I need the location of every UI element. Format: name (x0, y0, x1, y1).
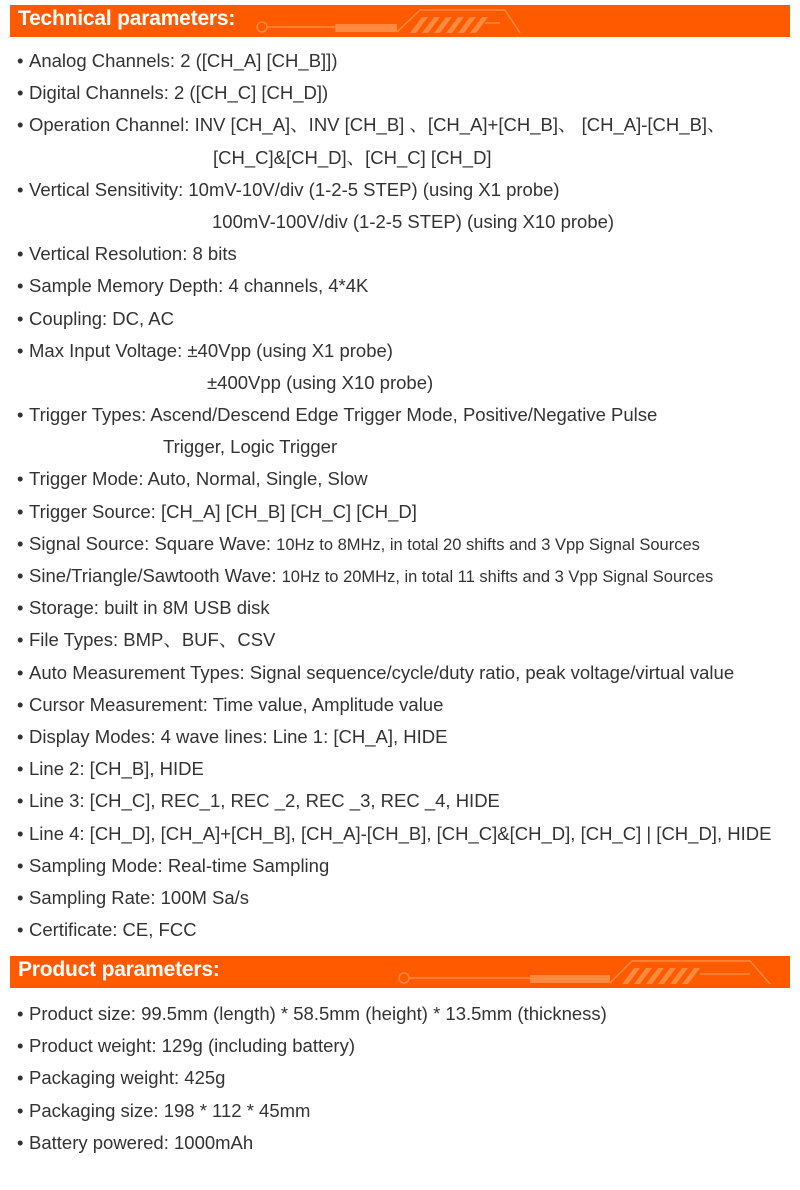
technical-parameters-banner (10, 5, 790, 37)
list-item: • Operation Channel: INV [CH_A]、INV [CH_B] 、[CH_A]+[CH_B]、 [CH_A]-[CH_B]、 (17, 109, 800, 141)
list-item: • Product weight: 129g (including battery) (17, 1030, 800, 1062)
list-item: • Packaging weight: 425g (17, 1062, 800, 1094)
bullet-icon: • (17, 565, 24, 586)
bullet-icon: • (17, 693, 24, 715)
list-item-continuation: Trigger, Logic Trigger (163, 436, 338, 458)
list-item-continuation: ±400Vpp (using X10 probe) (207, 371, 434, 393)
list-item: • Coupling: DC, AC (17, 303, 800, 335)
list-item: • File Types: BMP、BUF、CSV (17, 624, 800, 656)
bullet-icon: • (17, 275, 24, 297)
list-item: • Trigger Mode: Auto, Normal, Single, Slow (17, 463, 800, 495)
list-item: • Certificate: CE, FCC (17, 914, 800, 946)
bullet-icon: • (17, 661, 24, 683)
list-item: • Trigger Types: Ascend/Descend Edge Trigger Mode, Positive/Negative Pulse (17, 399, 800, 431)
list-item: • Sampling Rate: 100M Sa/s (17, 882, 800, 914)
list-item: • Max Input Voltage: ±40Vpp (using X1 probe) (17, 335, 800, 367)
bullet-icon: • (17, 1131, 24, 1153)
bullet-icon: • (17, 500, 24, 522)
list-item: • Display Modes: 4 wave lines: Line 1: [CH_A], HIDE (17, 721, 800, 753)
section-title: Technical parameters: (18, 7, 236, 30)
list-item: • Vertical Sensitivity: 10mV-10V/div (1-2-5 STEP) (using X1 probe) (17, 174, 800, 206)
bullet-icon: • (17, 629, 24, 651)
list-item: • Vertical Resolution: 8 bits (17, 238, 800, 270)
bullet-icon: • (17, 790, 24, 812)
product-parameters-list (17, 998, 800, 1159)
list-item: • Storage: built in 8M USB disk (17, 592, 800, 624)
list-item: • Sampling Mode: Real-time Sampling (17, 850, 800, 882)
bullet-icon: • (17, 50, 24, 71)
list-item: • Cursor Measurement: Time value, Amplitude value (17, 689, 800, 721)
list-item: • Signal Source: Square Wave: 10Hz to 8MHz, in total 20 shifts and 3 Vpp Signal Sources (17, 528, 800, 560)
bullet-icon: • (17, 243, 24, 265)
bullet-icon: • (17, 597, 24, 619)
bullet-icon: • (17, 854, 24, 876)
list-item: • Line 3: [CH_C], REC_1, REC _2, REC _3, REC _4, HIDE (17, 785, 800, 817)
list-item: • Battery powered: 1000mAh (17, 1127, 800, 1159)
bullet-icon: • (17, 114, 24, 136)
bullet-icon: • (17, 339, 24, 361)
bullet-icon: • (17, 82, 24, 104)
bullet-icon: • (17, 404, 24, 426)
bullet-icon: • (17, 1067, 24, 1089)
bullet-icon: • (17, 178, 24, 200)
list-item: • Digital Channels: 2 ([CH_C] [CH_D]) (17, 77, 800, 109)
list-item: • Auto Measurement Types: Signal sequence/cycle/duty ratio, peak voltage/virtual value (17, 657, 800, 689)
section-title: Product parameters: (18, 958, 220, 981)
bullet-icon: • (17, 758, 24, 780)
list-item-continuation: [CH_C]&[CH_D]、[CH_C] [CH_D] (213, 146, 492, 168)
list-item: • Line 2: [CH_B], HIDE (17, 753, 800, 785)
bullet-icon: • (17, 919, 24, 941)
product-parameters-banner (10, 956, 790, 988)
bullet-icon: • (17, 532, 24, 554)
bullet-icon: • (17, 725, 24, 747)
list-item-continuation: 100mV-100V/div (1-2-5 STEP) (using X10 probe) (212, 210, 615, 232)
list-item: • Product size: 99.5mm (length) * 58.5mm (height) * 13.5mm (thickness) (17, 998, 800, 1030)
bullet-icon: • (17, 1035, 24, 1057)
bullet-icon: • (17, 307, 24, 329)
bullet-icon: • (17, 468, 24, 490)
list-item: • Sample Memory Depth: 4 channels, 4*4K (17, 270, 800, 302)
technical-parameters-list (17, 45, 800, 946)
bullet-icon: • (17, 886, 24, 908)
bullet-icon: • (17, 1003, 24, 1024)
list-item: • Packaging size: 198 * 112 * 45mm (17, 1095, 800, 1127)
list-item: • Line 4: [CH_D], [CH_A]+[CH_B], [CH_A]-[CH_B], [CH_C]&[CH_D], [CH_C] | [CH_D], HIDE (17, 818, 800, 850)
bullet-icon: • (17, 1099, 24, 1121)
list-item: • Trigger Source: [CH_A] [CH_B] [CH_C] [CH_D] (17, 496, 800, 528)
bullet-icon: • (17, 822, 24, 844)
list-item: • Analog Channels: 2 ([CH_A] [CH_B]]) (17, 45, 800, 77)
list-item: • Sine/Triangle/Sawtooth Wave: 10Hz to 20MHz, in total 11 shifts and 3 Vpp Signal Sources (17, 560, 800, 592)
